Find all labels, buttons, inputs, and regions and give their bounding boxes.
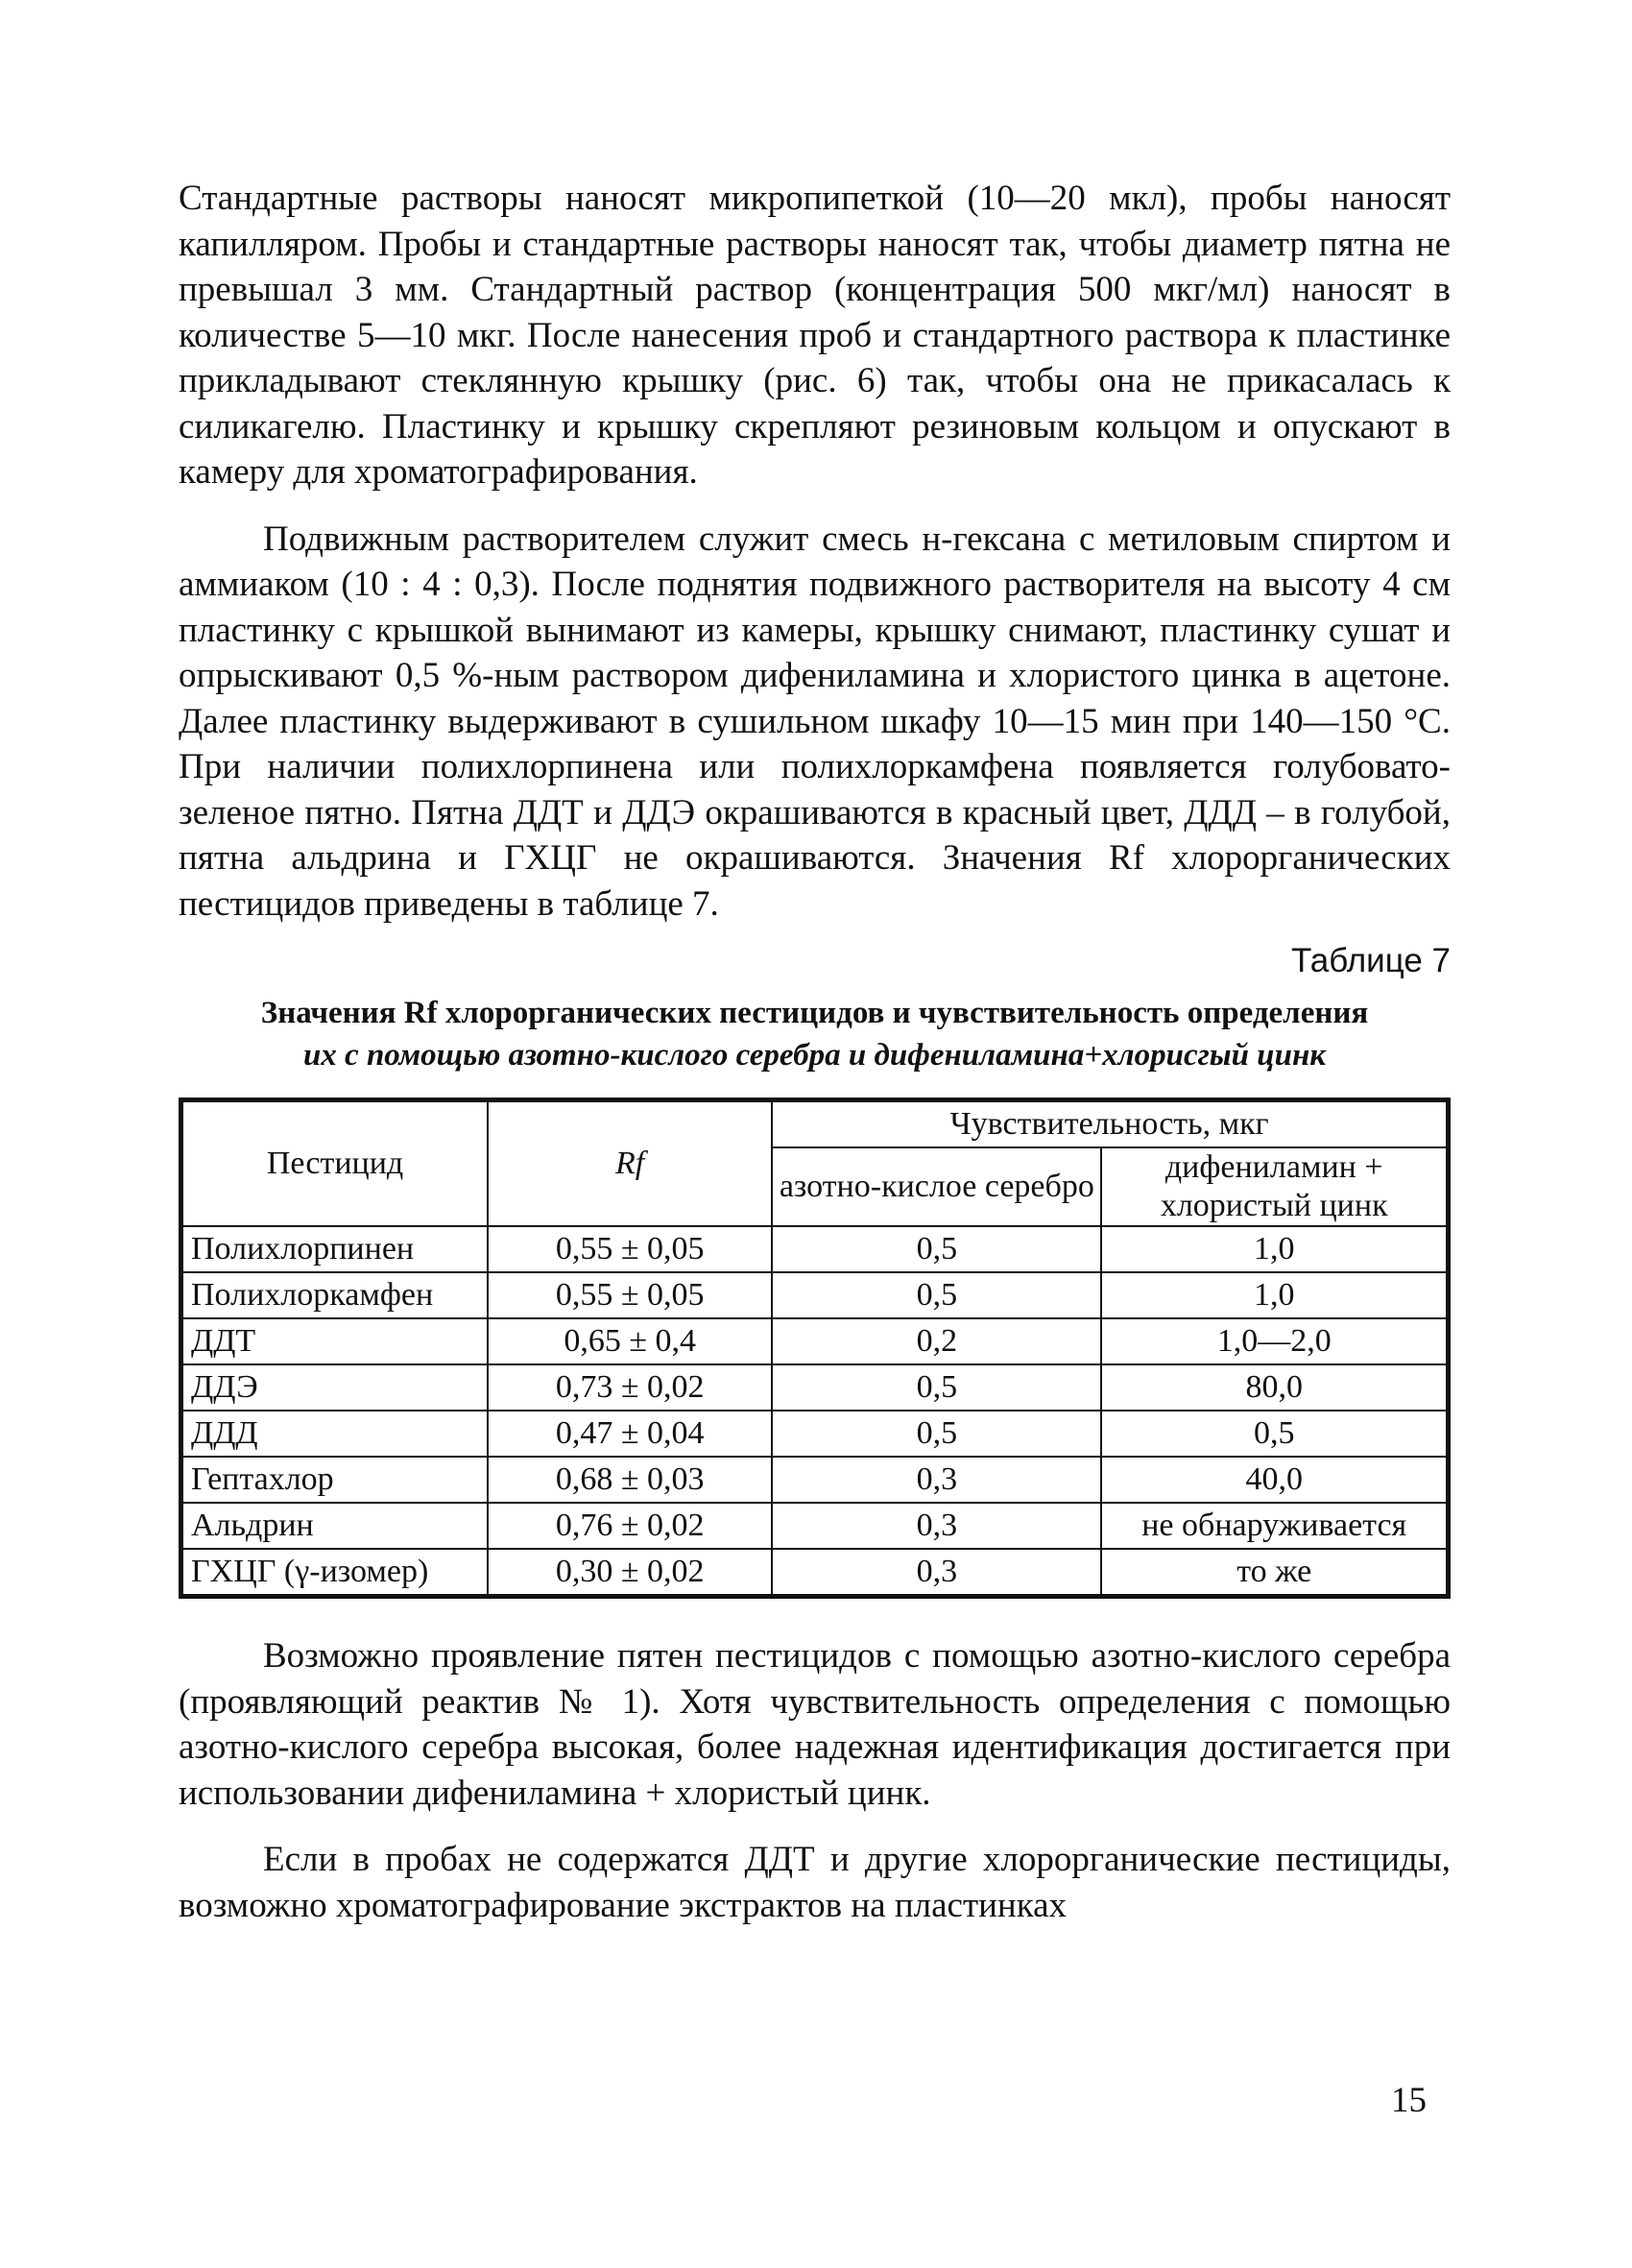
cell-diphenyl: 1,0—2,0 [1101, 1318, 1448, 1364]
table-row [181, 1364, 1449, 1411]
table-caption [179, 992, 1451, 1076]
cell-rf: 0,68 ± 0,03 [488, 1457, 772, 1503]
cell-diphenyl: то же [1101, 1549, 1448, 1597]
header-silver: азотно-кислое серебро [772, 1147, 1101, 1226]
cell-pesticide: Гептахлор [181, 1457, 489, 1503]
cell-pesticide: ДДТ [181, 1318, 489, 1364]
cell-diphenyl: 1,0 [1101, 1272, 1448, 1318]
cell-diphenyl: 80,0 [1101, 1364, 1448, 1411]
cell-pesticide: ГХЦГ (γ-изомер) [181, 1549, 489, 1597]
cell-pesticide: Полихлоркамфен [181, 1272, 489, 1318]
cell-silver: 0,2 [772, 1318, 1101, 1364]
cell-silver: 0,3 [772, 1457, 1101, 1503]
table-body [181, 1226, 1449, 1597]
cell-silver: 0,5 [772, 1272, 1101, 1318]
table-row [181, 1272, 1449, 1318]
page-number: 15 [1391, 2081, 1427, 2120]
caption-line-1: Значения Rf хлорорганических пестицидов и чувствительность определения [260, 996, 1369, 1030]
cell-rf: 0,76 ± 0,02 [488, 1503, 772, 1549]
cell-silver: 0,5 [772, 1364, 1101, 1411]
cell-rf: 0,47 ± 0,04 [488, 1411, 772, 1457]
cell-diphenyl: не обнаруживается [1101, 1503, 1448, 1549]
table-row [181, 1226, 1449, 1272]
table-row [181, 1549, 1449, 1597]
page-content [179, 176, 1451, 1949]
paragraph-2: Подвижным растворителем служит смесь н-гексана с метиловым спиртом и аммиаком (10 : 4 : 0,3). После поднятия подвижного растворителя на высоту 4 см пластинку с крышкой вынимают из камеры, крышку снимают, пластинку сушат и опрыскивают 0,5 %-ным раствором дифениламина и хлористого цинка в ацетоне. Далее пластинку выдерживают в сушильном шкафу 10—15 мин при 140—150 °С. При наличии полихлорпинена или полихлоркамфена появляется голубовато-зеленое пятно. Пятна ДДТ и ДДЭ окрашиваются в красный цвет, ДДД – в голубой, пятна альдрина и ГХЦГ не окрашиваются. Значения Rf хлорорганических пестицидов приведены в таблице 7. [179, 519, 1451, 924]
table-label: Таблице 7 [1290, 942, 1451, 979]
table-row [181, 1457, 1449, 1503]
header-sensitivity: Чувствительность, мкг [772, 1100, 1448, 1148]
paragraph-1: Стандартные растворы наносят микропипеткой (10—20 мкл), пробы наносят капилляром. Пробы и стандартные растворы наносят так, чтобы диаметр пятна не превышал 3 мм. Стандартный раствор (концентрация 500 мкг/мл) наносят в количестве 5—10 мкг. После нанесения проб и стандартного раствора к пластинке прикладывают стеклянную крышку (рис. 6) так, чтобы она не прикасалась к силикагелю. Пластинку и крышку скрепляют резиновым кольцом и опускают в камеру для хроматографирования. [179, 179, 1451, 492]
cell-rf: 0,73 ± 0,02 [488, 1364, 772, 1411]
header-diphenyl: дифениламин + хлористый цинк [1101, 1147, 1448, 1226]
cell-silver: 0,5 [772, 1411, 1101, 1457]
cell-pesticide: ДДД [181, 1411, 489, 1457]
cell-pesticide: ДДЭ [181, 1364, 489, 1411]
paragraph-4: Если в пробах не содержатся ДДТ и другие хлорорганические пестициды, возможно хроматографирование экстрактов на пластинках [179, 1840, 1451, 1925]
cell-rf: 0,55 ± 0,05 [488, 1272, 772, 1318]
cell-rf: 0,30 ± 0,02 [488, 1549, 772, 1597]
rf-table [179, 1098, 1451, 1599]
caption-line-2: их с помощью азотно-кислого серебра и дифениламина+хлорисгый цинк [302, 1038, 1327, 1073]
cell-rf: 0,55 ± 0,05 [488, 1226, 772, 1272]
cell-pesticide: Полихлорпинен [181, 1226, 489, 1272]
table-row [181, 1411, 1449, 1457]
cell-silver: 0,3 [772, 1549, 1101, 1597]
paragraph-3: Возможно проявление пятен пестицидов с помощью азотно-кислого серебра (проявляющий реактив № 1). Хотя чувствительность определения с помощью азотно-кислого серебра высокая, более надежная идентификация достигается при использовании дифениламина + хлористый цинк. [179, 1636, 1451, 1813]
cell-pesticide: Альдрин [181, 1503, 489, 1549]
cell-silver: 0,3 [772, 1503, 1101, 1549]
cell-silver: 0,5 [772, 1226, 1101, 1272]
header-pesticide: Пестицид [181, 1100, 489, 1227]
table-row [181, 1318, 1449, 1364]
cell-rf: 0,65 ± 0,4 [488, 1318, 772, 1364]
cell-diphenyl: 0,5 [1101, 1411, 1448, 1457]
cell-diphenyl: 40,0 [1101, 1457, 1448, 1503]
header-rf: Rf [488, 1100, 772, 1227]
table-row [181, 1503, 1449, 1549]
cell-diphenyl: 1,0 [1101, 1226, 1448, 1272]
